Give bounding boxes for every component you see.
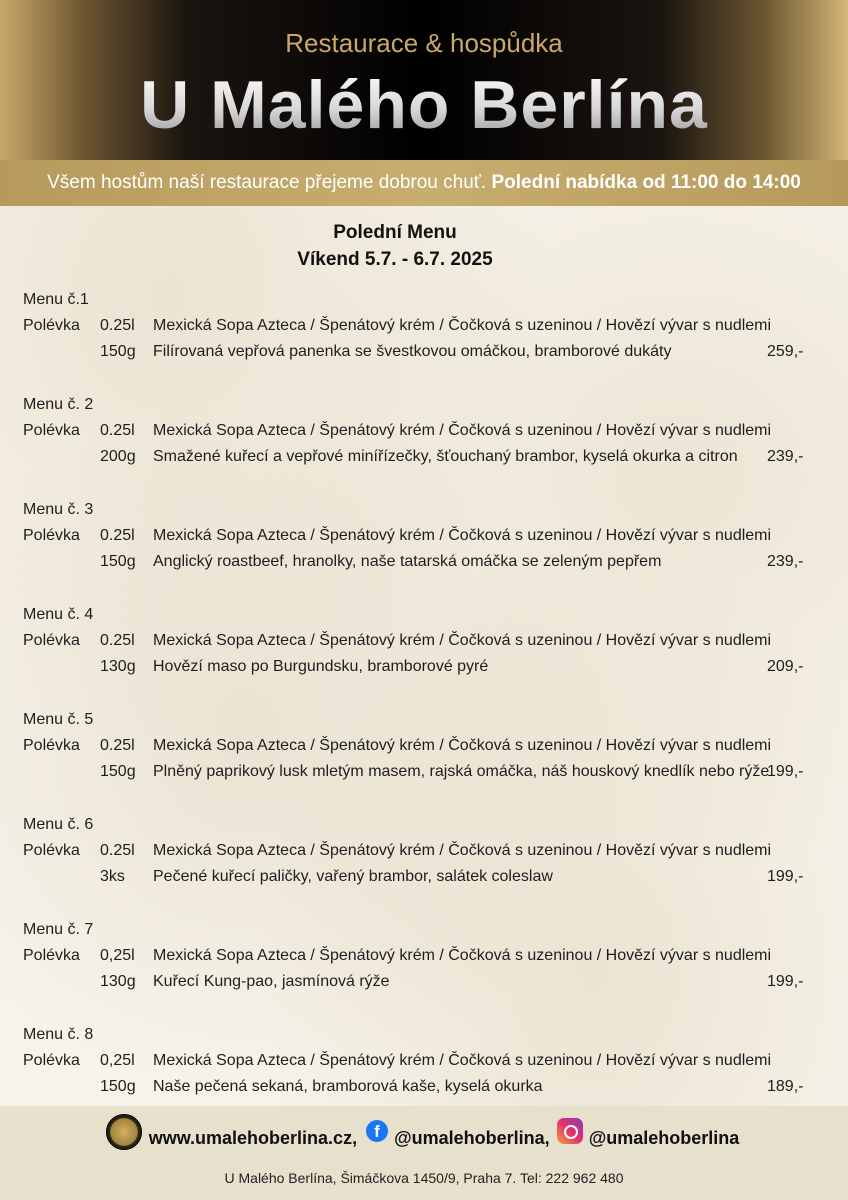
soup-qty: 0.25l <box>100 842 135 859</box>
soup-description: Mexická Sopa Azteca / Špenátový krém / Čočková s uzeninou / Hovězí vývar s nudlemi <box>153 317 772 334</box>
menu-label: Menu č. 4 <box>23 606 94 623</box>
soup-description: Mexická Sopa Azteca / Špenátový krém / Čočková s uzeninou / Hovězí vývar s nudlemi <box>153 527 772 544</box>
menu-date: Víkend 5.7. - 6.7. 2025 <box>297 249 493 270</box>
menu-label: Menu č. 6 <box>23 816 94 833</box>
soup-label: Polévka <box>23 527 80 544</box>
main-description: Kuřecí Kung-pao, jasmínová rýže <box>153 973 390 990</box>
menu-price: 199,- <box>767 868 804 885</box>
footer-address: U Malého Berlína, Šimáčkova 1450/9, Praha 7. Tel: 222 962 480 <box>224 1170 624 1186</box>
menu-price: 259,- <box>767 343 804 360</box>
opening-hours-banner <box>0 160 848 206</box>
website-link[interactable]: www.umalehoberlina.cz, <box>148 1128 358 1148</box>
footer-contacts <box>0 1128 848 1149</box>
soup-description: Mexická Sopa Azteca / Špenátový krém / Čočková s uzeninou / Hovězí vývar s nudlemi <box>153 632 772 649</box>
menu-label: Menu č.1 <box>23 291 89 308</box>
soup-description: Mexická Sopa Azteca / Špenátový krém / Čočková s uzeninou / Hovězí vývar s nudlemi <box>153 422 772 439</box>
menu-price: 209,- <box>767 658 804 675</box>
restaurant-subtitle: Restaurace & hospůdka <box>285 28 563 58</box>
menu-title: Polední Menu <box>333 222 457 243</box>
main-description: Naše pečená sekaná, bramborová kaše, kyselá okurka <box>153 1078 543 1095</box>
soup-description: Mexická Sopa Azteca / Špenátový krém / Čočková s uzeninou / Hovězí vývar s nudlemi <box>153 842 772 859</box>
facebook-handle[interactable]: @umalehoberlina, <box>394 1128 550 1148</box>
menu-label: Menu č. 5 <box>23 711 94 728</box>
main-description: Smažené kuřecí a vepřové minířízečky, šťouchaný brambor, kyselá okurka a citron <box>153 448 738 465</box>
menu-price: 189,- <box>767 1078 804 1095</box>
menu-price: 199,- <box>767 763 804 780</box>
soup-label: Polévka <box>23 737 80 754</box>
soup-label: Polévka <box>23 632 80 649</box>
main-qty: 130g <box>100 973 136 990</box>
soup-qty: 0.25l <box>100 737 135 754</box>
facebook-icon[interactable]: f <box>366 1120 388 1142</box>
soup-description: Mexická Sopa Azteca / Špenátový krém / Čočková s uzeninou / Hovězí vývar s nudlemi <box>153 947 772 964</box>
menu-label: Menu č. 2 <box>23 396 94 413</box>
soup-qty: 0.25l <box>100 527 135 544</box>
main-qty: 150g <box>100 763 136 780</box>
main-description: Pečené kuřecí paličky, vařený brambor, salátek coleslaw <box>153 868 553 885</box>
banner-greeting: Všem hostům naší restaurace přejeme dobrou chuť. <box>47 172 487 193</box>
main-qty: 130g <box>100 658 136 675</box>
soup-qty: 0.25l <box>100 632 135 649</box>
soup-description: Mexická Sopa Azteca / Špenátový krém / Čočková s uzeninou / Hovězí vývar s nudlemi <box>153 737 772 754</box>
header <box>0 0 848 160</box>
soup-qty: 0.25l <box>100 422 135 439</box>
soup-label: Polévka <box>23 842 80 859</box>
soup-label: Polévka <box>23 422 80 439</box>
main-qty: 150g <box>100 343 136 360</box>
menu-label: Menu č. 8 <box>23 1026 94 1043</box>
main-description: Filírovaná vepřová panenka se švestkovou omáčkou, bramborové dukáty <box>153 343 672 360</box>
menu-label: Menu č. 7 <box>23 921 94 938</box>
banner-hours: Polední nabídka od 11:00 do 14:00 <box>491 172 801 193</box>
main-qty: 3ks <box>100 868 125 885</box>
footer <box>0 1106 848 1200</box>
soup-label: Polévka <box>23 1052 80 1069</box>
soup-description: Mexická Sopa Azteca / Špenátový krém / Čočková s uzeninou / Hovězí vývar s nudlemi <box>153 1052 772 1069</box>
main-description: Hovězí maso po Burgundsku, bramborové pyré <box>153 658 489 675</box>
menu-price: 239,- <box>767 448 804 465</box>
soup-qty: 0,25l <box>100 1052 135 1069</box>
restaurant-name: U Malého Berlína <box>0 66 848 144</box>
menu-price: 239,- <box>767 553 804 570</box>
instagram-handle[interactable]: @umalehoberlina <box>588 1128 740 1148</box>
soup-label: Polévka <box>23 947 80 964</box>
main-qty: 200g <box>100 448 136 465</box>
main-description: Plněný paprikový lusk mletým masem, rajská omáčka, náš houskový knedlík nebo rýže <box>153 763 770 780</box>
main-qty: 150g <box>100 553 136 570</box>
menu-price: 199,- <box>767 973 804 990</box>
menu-background <box>0 206 848 1106</box>
menu-label: Menu č. 3 <box>23 501 94 518</box>
main-description: Anglický roastbeef, hranolky, naše tatarská omáčka se zeleným pepřem <box>153 553 662 570</box>
soup-qty: 0,25l <box>100 947 135 964</box>
main-qty: 150g <box>100 1078 136 1095</box>
soup-qty: 0.25l <box>100 317 135 334</box>
soup-label: Polévka <box>23 317 80 334</box>
